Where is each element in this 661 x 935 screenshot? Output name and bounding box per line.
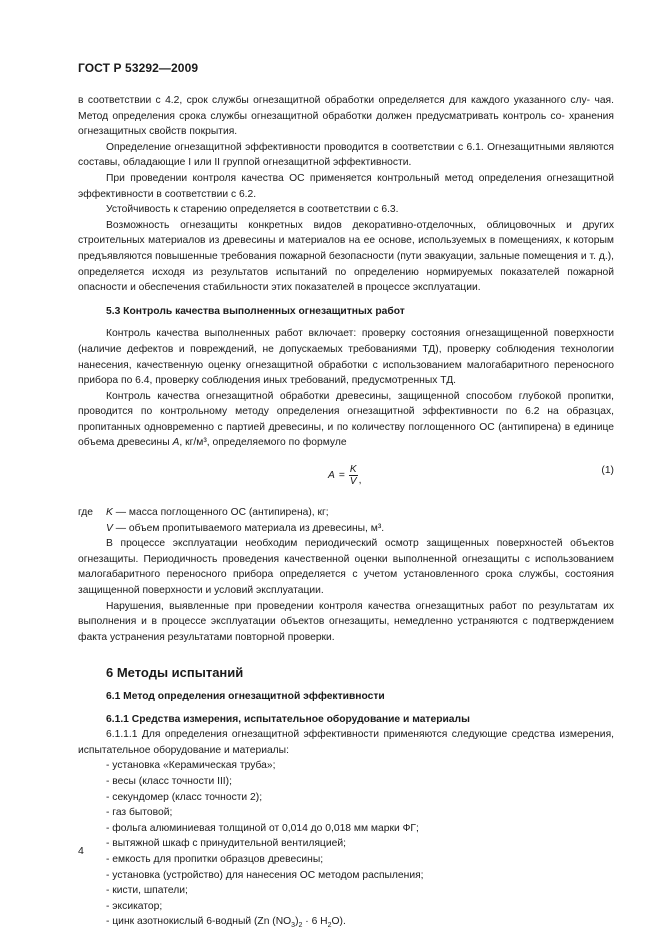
where-k-text <box>106 505 329 521</box>
text-line: чая. Метод определения срока службы огнезащитной обработки должен предусматривать контроль со- <box>78 95 614 122</box>
text-line: в соответствии с 4.2, срок службы огнезащитной обработки определяется для каждого указанного слу- <box>78 95 591 106</box>
document-header: ГОСТ Р 53292—2009 <box>78 61 199 75</box>
chem-subscript: 3 <box>291 922 296 930</box>
list-item: - установка «Керамическая труба»; <box>106 760 276 772</box>
section-heading-6-1-1: 6.1.1 Средства измерения, испытательное оборудование и материалы <box>106 713 470 725</box>
formula-denominator: V <box>349 476 357 488</box>
where-k <box>78 505 614 521</box>
chem-subscript: 2 <box>327 922 332 930</box>
document-body <box>78 93 614 930</box>
paragraph-text: Контроль качества огнезащитной обработки древесины, защищенной способом глубокой пропитки, проводится по контрольному методу определения огнезащитной эффективности по 6.2 на образцах, пропитанных одновременно с партией древесины, и по количеству поглощенного ОС (антипирена) в единице объема древесины <box>78 390 614 449</box>
list-item: - установка (устройство) для нанесения ОС методом распыления; <box>106 869 424 881</box>
text-line: хранения огнезащитных свойств покрытия. <box>78 110 614 138</box>
chem-text: · 6 H <box>302 916 328 928</box>
paragraph: Возможность огнезащиты конкретных видов декоративно-отделочных, облицовочных и других строительных материалов из древесины и материалов на ее основе, используемых в помещениях, к которым предъявляются повышенные требования пожарной безопасности (пути эвакуации, зальные помещения и т. д.), определяется исходя из результатов испытаний по определению нормируемых показателей пожарной опасности и обеспечения стабильности этих показателей в процессе эксплуатации. <box>78 219 614 294</box>
section-heading-6: 6 Методы испытаний <box>106 665 244 681</box>
list-item: - фольга алюминиевая толщиной от 0,014 до 0,018 мм марки ФГ; <box>106 822 419 834</box>
paragraph: Устойчивость к старению определяется в соответствии с 6.3. <box>106 204 399 216</box>
paragraph <box>78 389 614 451</box>
paragraph: Нарушения, выявленные при проведении контроля качества огнезащитных работ по результатам их выполнения и в процессе эксплуатации объектов огнезащиты, немедленно устраняются с подтверждением факта устранения результатами повторной проверки. <box>78 600 614 643</box>
list-item: - секундомер (класс точности 2); <box>106 791 263 803</box>
variable-a: A <box>172 437 180 449</box>
chem-subscript: 2 <box>298 922 303 930</box>
section-heading-6-1: 6.1 Метод определения огнезащитной эффективности <box>106 691 385 702</box>
paragraph: 6.1.1.1 Для определения огнезащитной эффективности применяются следующие средства измерения, испытательное оборудование и материалы: <box>78 729 614 756</box>
where-v <box>78 521 614 537</box>
list-item: - весы (класс точности III); <box>106 775 232 787</box>
formula-comma: , <box>358 475 362 487</box>
variable-k: K <box>106 507 113 519</box>
formula <box>328 463 361 489</box>
where-label: где <box>78 507 94 519</box>
page-number: 4 <box>78 845 84 857</box>
variable-v: V <box>106 522 113 534</box>
section-heading-5-3: 5.3 Контроль качества выполненных огнезащитных работ <box>106 305 405 317</box>
paragraph-text: , кг/м³, определяемого по формуле <box>179 437 347 449</box>
where-v-desc: — объем пропитываемого материала из древесины, м³. <box>112 522 385 534</box>
formula-number: (1) <box>601 465 614 477</box>
formula-fraction <box>349 464 358 487</box>
list-item: - кисти, шпатели; <box>106 885 188 897</box>
formula-lhs: A <box>328 470 335 482</box>
formula-block <box>78 457 614 501</box>
list-item: - вытяжной шкаф с принудительной вентиляцией; <box>106 838 346 850</box>
list-item <box>78 914 614 930</box>
chem-text: O). <box>331 916 346 928</box>
formula-equals: = <box>338 470 345 482</box>
list-item: - эксикатор; <box>106 900 163 912</box>
chem-text: - цинк азотнокислый 6-водный (Zn (NO <box>106 916 292 928</box>
list-item: - газ бытовой; <box>106 807 173 819</box>
paragraph: При проведении контроля качества ОС применяется контрольный метод определения огнезащитной эффективности в соответствии с 6.2. <box>78 172 614 200</box>
paragraph: Контроль качества выполненных работ включает: проверку состояния огнезащищенной поверхности (наличие дефектов и повреждений, не допускаемых требованиями ТД), проверку соблюдения технологии нанесения, качественную оценку огнезащитной обработки с использованием малогабаритного переносного прибора по 6.4, проверку соблюдения иных требований, предусмотренных ТД. <box>78 328 614 387</box>
formula-numerator: K <box>349 464 357 476</box>
paragraph: В процессе эксплуатации необходим периодический осмотр защищенных поверхностей объектов огнезащиты. Периодичность проведения качественной оценки выполненной огнезащиты с использованием малогабаритного переносного прибора определяется с учетом установленного срока службы, состояния защищенной поверхности и условий эксплуатации. <box>78 538 614 597</box>
equipment-list <box>78 758 614 930</box>
paragraph: Определение огнезащитной эффективности проводится в соответствии с 6.1. Огнезащитными являются составы, обладающие I или II группой огнезащитной эффективности. <box>78 141 614 169</box>
chem-text: ) <box>295 916 299 928</box>
list-item: - емкость для пропитки образцов древесины; <box>106 853 324 865</box>
paragraph-continuation <box>78 93 614 140</box>
where-k-desc: — масса поглощенного ОС (антипирена), кг; <box>112 507 329 519</box>
